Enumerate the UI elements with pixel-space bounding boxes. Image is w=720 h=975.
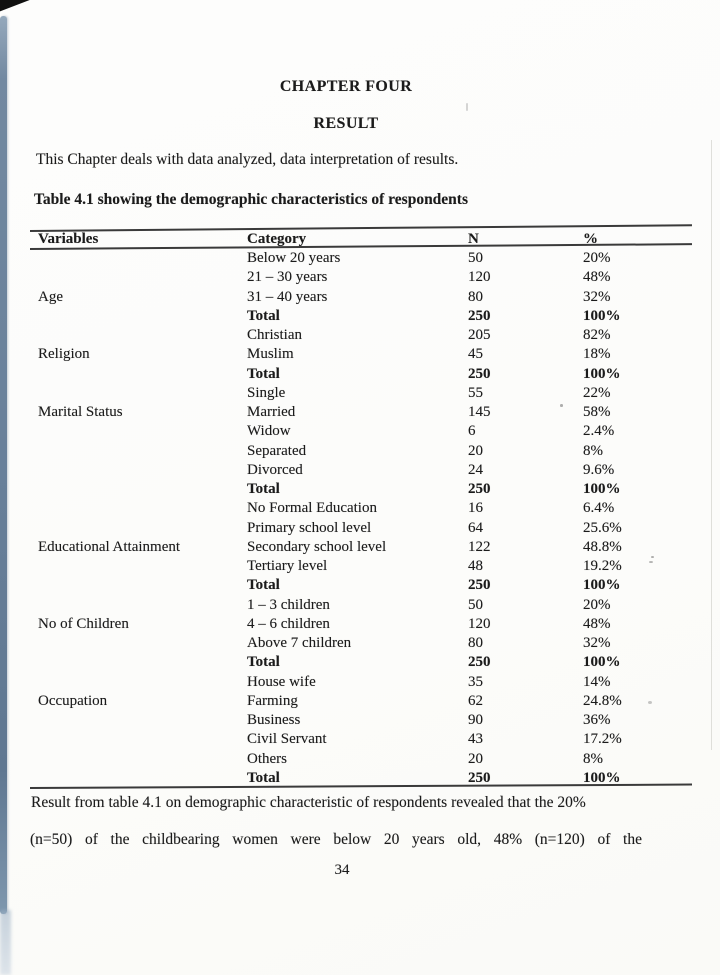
cell-percent: 48.8% xyxy=(583,538,622,555)
cell-percent: 18% xyxy=(583,346,611,363)
table-row xyxy=(30,711,692,730)
table-row xyxy=(30,365,692,384)
cell-category: Single xyxy=(247,384,286,401)
cell-category: Tertiary level xyxy=(247,558,328,574)
cell-percent: 36% xyxy=(583,712,611,728)
cell-percent: 100% xyxy=(583,307,621,324)
cell-category: Total xyxy=(247,307,280,324)
scan-speck xyxy=(651,556,654,558)
table-row xyxy=(30,499,692,518)
cell-variable xyxy=(30,480,247,499)
cell-n: 45 xyxy=(468,346,483,363)
cell-n: 250 xyxy=(468,365,491,382)
cell-percent: 17.2% xyxy=(583,731,622,748)
cell-n: 20 xyxy=(468,442,483,459)
table-header-row xyxy=(30,230,692,248)
cell-n: 48 xyxy=(468,558,483,574)
cell-percent: 8% xyxy=(583,750,603,767)
cell-n: 62 xyxy=(468,692,483,709)
table-row xyxy=(30,596,692,615)
cell-variable xyxy=(30,519,247,538)
cell-category: Business xyxy=(247,712,301,728)
cell-percent: 48% xyxy=(583,269,611,286)
cell-n: 6 xyxy=(468,423,476,440)
cell-variable: Age xyxy=(38,288,63,305)
cell-variable: Educational Attainment xyxy=(38,538,181,555)
table-row xyxy=(30,307,692,326)
cell-n: 35 xyxy=(468,673,483,690)
table-row xyxy=(30,249,692,268)
cell-category: Muslim xyxy=(247,346,294,363)
cell-variable: Occupation xyxy=(38,692,108,709)
cell-n: 145 xyxy=(468,404,491,420)
table-row xyxy=(30,538,692,557)
cell-category: Others xyxy=(247,750,287,767)
chapter-heading: CHAPTER FOUR xyxy=(279,78,413,95)
cell-n: 250 xyxy=(468,307,491,324)
cell-percent: 20% xyxy=(583,250,611,266)
cell-category: Widow xyxy=(247,423,291,440)
book-spine-edge xyxy=(0,16,7,914)
cell-percent: 19.2% xyxy=(583,558,622,574)
scan-speck xyxy=(466,103,468,111)
cell-category: 31 – 40 years xyxy=(247,288,328,305)
cell-category: Below 20 years xyxy=(247,250,341,266)
cell-category: Married xyxy=(247,404,296,420)
table-title: Table 4.1 showing the demographic characteristics of respondents xyxy=(34,191,468,208)
cell-category: Total xyxy=(247,577,280,594)
scan-speck xyxy=(649,561,653,563)
cell-variable xyxy=(30,730,247,749)
cell-percent: 24.8% xyxy=(583,692,622,709)
table-row xyxy=(30,576,692,595)
cell-n: 122 xyxy=(468,538,491,555)
scan-speck xyxy=(560,404,563,407)
cell-percent: 20% xyxy=(583,596,611,613)
cell-percent: 82% xyxy=(583,327,611,343)
page-number: 34 xyxy=(334,862,350,878)
cell-percent: 48% xyxy=(583,615,611,632)
table-row xyxy=(30,442,692,461)
cell-variable xyxy=(30,422,247,441)
intro-paragraph: This Chapter deals with data analyzed, data interpretation of results. xyxy=(36,151,459,168)
cell-variable: Religion xyxy=(38,346,90,363)
cell-category: Total xyxy=(247,481,280,497)
cell-percent: 100% xyxy=(583,577,621,594)
cell-variable xyxy=(30,634,247,653)
cell-variable xyxy=(30,384,247,403)
table-row xyxy=(30,557,692,576)
cell-n: 250 xyxy=(468,577,491,594)
table-row xyxy=(30,750,692,769)
cell-n: 50 xyxy=(468,596,483,613)
cell-category: 4 – 6 children xyxy=(247,615,330,632)
table-row xyxy=(30,653,692,672)
cell-n: 55 xyxy=(468,384,483,401)
table-row xyxy=(30,403,692,422)
table-body xyxy=(30,249,692,788)
table-row xyxy=(30,288,692,307)
column-header-variables: Variables xyxy=(38,231,99,247)
cell-category: House wife xyxy=(247,673,316,690)
cell-n: 120 xyxy=(468,269,491,286)
result-paragraph-line1: Result from table 4.1 on demographic characteristic of respondents revealed that the 20% xyxy=(31,794,586,811)
table-row xyxy=(30,634,692,653)
cell-category: No Formal Education xyxy=(247,500,377,517)
cell-percent: 25.6% xyxy=(583,519,622,536)
cell-percent: 32% xyxy=(583,288,611,305)
cell-n: 64 xyxy=(468,519,483,536)
cell-category: Total xyxy=(247,654,280,671)
cell-percent: 6.4% xyxy=(583,500,615,517)
cell-category: Total xyxy=(247,769,280,786)
table-row xyxy=(30,519,692,538)
cell-variable xyxy=(30,576,247,595)
cell-variable xyxy=(30,499,247,518)
cell-variable xyxy=(30,711,247,730)
cell-n: 43 xyxy=(468,731,483,748)
column-header-category: Category xyxy=(247,231,307,247)
cell-variable xyxy=(30,673,247,692)
table-row xyxy=(30,384,692,403)
cell-n: 250 xyxy=(468,654,491,671)
cell-category: 21 – 30 years xyxy=(247,269,328,286)
table-row xyxy=(30,692,692,711)
cell-variable xyxy=(30,249,247,268)
cell-percent: 2.4% xyxy=(583,423,615,440)
cell-percent: 8% xyxy=(583,442,603,459)
cell-variable xyxy=(30,442,247,461)
cell-percent: 32% xyxy=(583,635,611,651)
cell-category: Farming xyxy=(247,692,298,709)
cell-percent: 100% xyxy=(583,769,621,786)
cell-n: 50 xyxy=(468,250,483,266)
cell-n: 24 xyxy=(468,461,483,478)
cell-category: Primary school level xyxy=(247,519,372,536)
cell-category: Divorced xyxy=(247,461,303,478)
cell-variable xyxy=(30,596,247,615)
cell-percent: 14% xyxy=(583,673,611,690)
column-header-n: N xyxy=(468,231,479,247)
cell-n: 16 xyxy=(468,500,483,517)
table-row xyxy=(30,461,692,480)
book-spine-edge-fade xyxy=(0,910,11,975)
table-row xyxy=(30,268,692,287)
cell-variable xyxy=(30,268,247,287)
cell-n: 80 xyxy=(468,635,483,651)
table-row xyxy=(30,326,692,345)
cell-variable xyxy=(30,365,247,384)
page-right-edge-line xyxy=(711,140,712,750)
cell-category: Civil Servant xyxy=(247,731,327,748)
cell-n: 250 xyxy=(468,481,491,497)
cell-category: Secondary school level xyxy=(247,538,387,555)
cell-variable xyxy=(30,326,247,345)
cell-percent: 100% xyxy=(583,654,621,671)
cell-category: Separated xyxy=(247,442,307,459)
cell-n: 250 xyxy=(468,769,491,786)
table-row xyxy=(30,422,692,441)
cell-category: 1 – 3 children xyxy=(247,596,330,613)
cell-category: Above 7 children xyxy=(247,635,352,651)
cell-percent: 100% xyxy=(583,481,621,497)
cell-variable xyxy=(30,750,247,769)
cell-variable: No of Children xyxy=(38,615,129,632)
table-row xyxy=(30,673,692,692)
table-row xyxy=(30,730,692,749)
cell-n: 90 xyxy=(468,712,483,728)
cell-percent: 100% xyxy=(583,365,621,382)
section-heading: RESULT xyxy=(313,115,379,132)
table-row xyxy=(30,769,692,788)
scan-speck xyxy=(648,701,652,704)
cell-variable xyxy=(30,461,247,480)
cell-n: 205 xyxy=(468,327,491,343)
column-header-percent: % xyxy=(583,231,598,247)
cell-category: Christian xyxy=(247,327,302,343)
table-row xyxy=(30,345,692,364)
cell-category: Total xyxy=(247,365,280,382)
cell-variable xyxy=(30,557,247,576)
cell-variable xyxy=(30,653,247,672)
table-row xyxy=(30,480,692,499)
cell-n: 80 xyxy=(468,288,483,305)
cell-percent: 22% xyxy=(583,384,611,401)
cell-variable xyxy=(30,307,247,326)
table-row xyxy=(30,615,692,634)
result-paragraph-line2: (n=50) of the childbearing women were below 20 years old, 48% (n=120) of the xyxy=(30,831,642,848)
cell-variable: Marital Status xyxy=(38,404,123,420)
cell-variable xyxy=(30,769,247,788)
cell-percent: 9.6% xyxy=(583,461,615,478)
cell-percent: 58% xyxy=(583,404,611,420)
cell-n: 20 xyxy=(468,750,483,767)
cell-n: 120 xyxy=(468,615,491,632)
